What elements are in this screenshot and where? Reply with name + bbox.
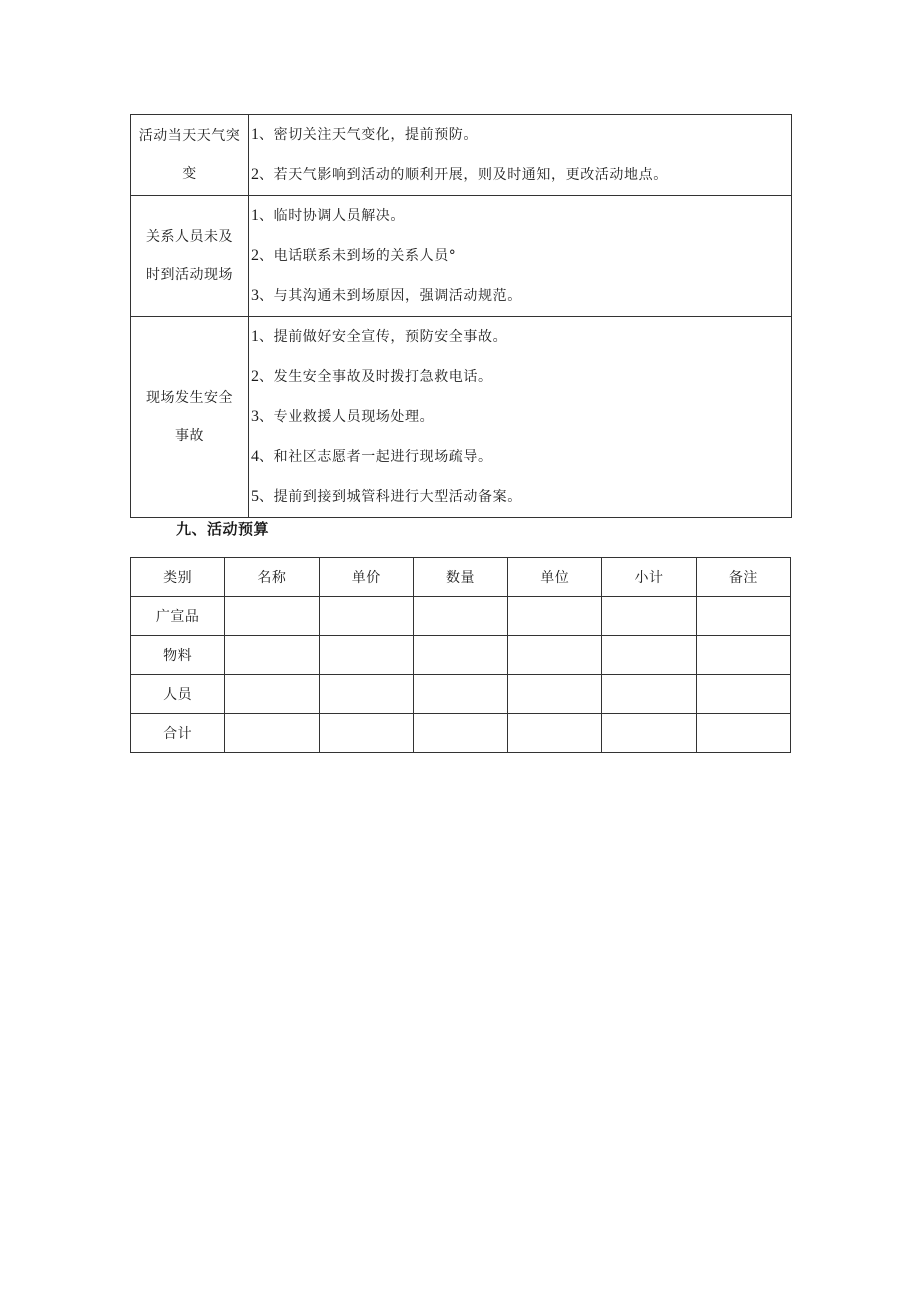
- category-cell: 广宣品: [131, 597, 225, 636]
- contingency-row-safety: [131, 317, 792, 518]
- header-cell-category: 类别: [131, 558, 225, 597]
- empty-cell: [602, 636, 696, 675]
- measures-cell: [249, 317, 792, 518]
- empty-cell: [225, 675, 319, 714]
- measure-item: 1、密切关注天气变化，提前预防。: [251, 126, 478, 143]
- empty-cell: [508, 714, 602, 753]
- measure-item: 4、和社区志愿者一起进行现场疏导。: [251, 448, 493, 465]
- empty-cell: [508, 636, 602, 675]
- measures-cell: [249, 196, 792, 317]
- empty-cell: [319, 597, 413, 636]
- budget-table: [130, 557, 791, 753]
- empty-cell: [696, 714, 790, 753]
- empty-cell: [508, 675, 602, 714]
- header-cell-remarks: 备注: [696, 558, 790, 597]
- empty-cell: [602, 675, 696, 714]
- budget-row: [131, 597, 791, 636]
- scenario-text: 关系人员未及: [146, 229, 233, 245]
- scenario-text: 变: [182, 166, 197, 182]
- empty-cell: [696, 597, 790, 636]
- category-cell: 物料: [131, 636, 225, 675]
- header-cell-quantity: 数量: [413, 558, 507, 597]
- measure-item: 2、发生安全事故及时拨打急救电话。: [251, 368, 493, 385]
- empty-cell: [225, 714, 319, 753]
- empty-cell: [225, 597, 319, 636]
- header-cell-name: 名称: [225, 558, 319, 597]
- empty-cell: [413, 714, 507, 753]
- empty-cell: [602, 714, 696, 753]
- empty-cell: [602, 597, 696, 636]
- measure-item: 3、专业救援人员现场处理。: [251, 408, 435, 425]
- scenario-text: 时到活动现场: [146, 267, 233, 283]
- category-cell: 人员: [131, 675, 225, 714]
- empty-cell: [696, 636, 790, 675]
- measures-cell: [249, 115, 792, 196]
- empty-cell: [413, 597, 507, 636]
- scenario-text: 现场发生安全: [146, 390, 233, 406]
- budget-row: [131, 675, 791, 714]
- scenario-cell: [131, 115, 249, 196]
- budget-header-row: [131, 558, 791, 597]
- budget-total-row: [131, 714, 791, 753]
- category-cell: 合计: [131, 714, 225, 753]
- header-cell-unit: 单位: [508, 558, 602, 597]
- measure-item: 1、临时协调人员解决。: [251, 207, 405, 224]
- header-cell-unit-price: 单价: [319, 558, 413, 597]
- measure-item: 1、提前做好安全宣传，预防安全事故。: [251, 328, 508, 345]
- empty-cell: [319, 636, 413, 675]
- measure-item: 2、若天气影响到活动的顺利开展，则及时通知，更改活动地点。: [251, 166, 668, 183]
- contingency-table: [130, 114, 792, 518]
- empty-cell: [413, 636, 507, 675]
- measure-item: 3、与其沟通未到场原因，强调活动规范。: [251, 287, 522, 304]
- empty-cell: [413, 675, 507, 714]
- budget-row: [131, 636, 791, 675]
- measure-item: 5、提前到接到城管科进行大型活动备案。: [251, 488, 522, 505]
- section-heading-budget: 九、活动预算: [176, 520, 270, 538]
- scenario-text: 活动当天天气突: [138, 128, 241, 144]
- empty-cell: [696, 675, 790, 714]
- scenario-cell: [131, 196, 249, 317]
- contingency-row-staff: [131, 196, 792, 317]
- measure-item: 2、电话联系未到场的关系人员°: [251, 247, 457, 264]
- scenario-text: 事故: [175, 428, 204, 444]
- empty-cell: [508, 597, 602, 636]
- empty-cell: [225, 636, 319, 675]
- empty-cell: [319, 675, 413, 714]
- header-cell-subtotal: 小计: [602, 558, 696, 597]
- empty-cell: [319, 714, 413, 753]
- contingency-row-weather: [131, 115, 792, 196]
- scenario-cell: [131, 317, 249, 518]
